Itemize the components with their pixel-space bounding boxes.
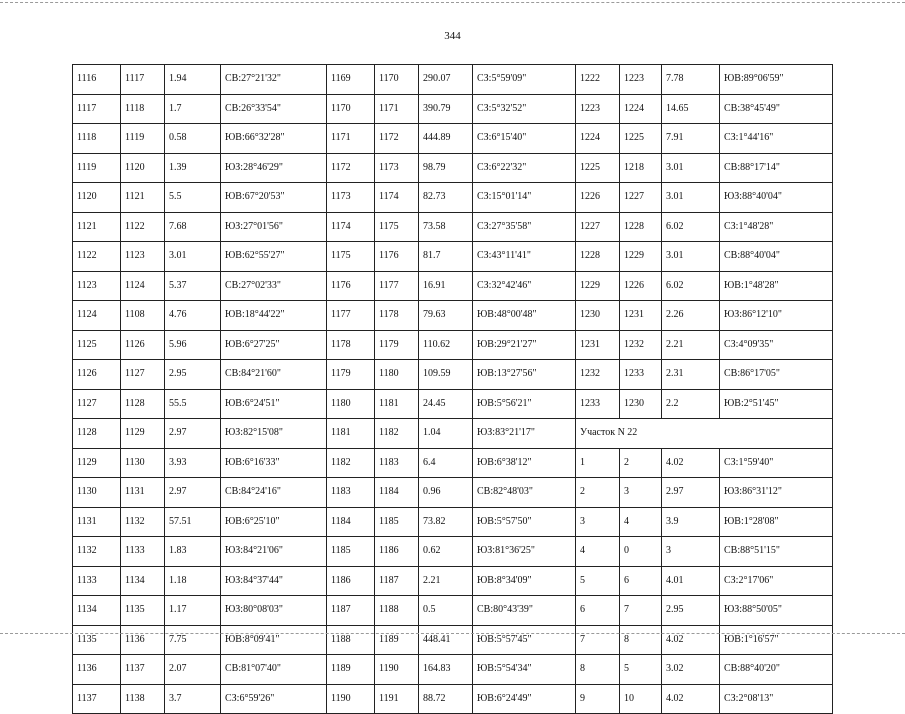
- table-cell: 8: [620, 625, 662, 655]
- table-cell: 1174: [327, 212, 375, 242]
- table-cell: 3.93: [165, 448, 221, 478]
- table-cell: 1189: [375, 625, 419, 655]
- table-cell: СЗ:5°59'09": [473, 65, 576, 95]
- table-cell: 5.37: [165, 271, 221, 301]
- table-row: [73, 65, 833, 95]
- table-cell: СВ:84°21'60": [221, 360, 327, 390]
- table-cell: 1186: [327, 566, 375, 596]
- table-cell: 3.01: [662, 242, 720, 272]
- table-cell: ЮЗ:86°31'12": [720, 478, 833, 508]
- table-cell: 1224: [576, 124, 620, 154]
- table-row: [73, 183, 833, 213]
- table-cell: ЮВ:6°38'12": [473, 448, 576, 478]
- table-cell: 1135: [73, 625, 121, 655]
- table-row: [73, 478, 833, 508]
- table-cell: 1177: [375, 271, 419, 301]
- table-cell: 4.76: [165, 301, 221, 331]
- table-row: [73, 389, 833, 419]
- table-cell: 1122: [121, 212, 165, 242]
- table-cell: ЮВ:6°25'10": [221, 507, 327, 537]
- table-cell: 1178: [327, 330, 375, 360]
- table-cell: ЮВ:1°28'08": [720, 507, 833, 537]
- table-cell: ЮВ:48°00'48": [473, 301, 576, 331]
- table-cell: 4: [576, 537, 620, 567]
- table-row: [73, 419, 833, 449]
- table-cell: 2.2: [662, 389, 720, 419]
- table-cell: 2.97: [165, 419, 221, 449]
- table-cell: СВ:82°48'03": [473, 478, 576, 508]
- table-row: [73, 153, 833, 183]
- table-cell: 1133: [73, 566, 121, 596]
- table-cell: ЮВ:5°57'45": [473, 625, 576, 655]
- table-cell: 1132: [73, 537, 121, 567]
- table-cell: 2.97: [662, 478, 720, 508]
- table-cell: 1137: [121, 655, 165, 685]
- table-cell: ЮВ:8°09'41": [221, 625, 327, 655]
- table-cell: 88.72: [419, 684, 473, 714]
- table-cell: 1179: [327, 360, 375, 390]
- page-number: 344: [444, 30, 461, 42]
- table-cell: 1127: [121, 360, 165, 390]
- table-cell: СЗ:6°22'32": [473, 153, 576, 183]
- table-cell: 1132: [121, 507, 165, 537]
- table-cell: 1189: [327, 655, 375, 685]
- top-scan-rule: [0, 2, 905, 3]
- table-cell: 1226: [576, 183, 620, 213]
- table-cell: 5: [620, 655, 662, 685]
- table-row: [73, 360, 833, 390]
- table-cell: СВ:27°02'33": [221, 271, 327, 301]
- table-row: [73, 596, 833, 626]
- table-row: [73, 242, 833, 272]
- table-cell: 4.02: [662, 625, 720, 655]
- table-cell: 1127: [73, 389, 121, 419]
- table-cell: ЮЗ:84°37'44": [221, 566, 327, 596]
- table-cell: 1121: [73, 212, 121, 242]
- table-cell: 1190: [375, 655, 419, 685]
- table-cell: 1133: [121, 537, 165, 567]
- table-cell: 2.31: [662, 360, 720, 390]
- table-cell: ЮВ:89°06'59": [720, 65, 833, 95]
- bottom-scan-rule: [0, 633, 905, 634]
- table-row: [73, 124, 833, 154]
- table-cell: 2: [620, 448, 662, 478]
- table-cell: 1: [576, 448, 620, 478]
- table-cell: 1225: [620, 124, 662, 154]
- table-cell: СЗ:4°09'35": [720, 330, 833, 360]
- table-cell: 1118: [73, 124, 121, 154]
- table-cell: 1130: [121, 448, 165, 478]
- table-cell: 7: [576, 625, 620, 655]
- table-cell: 1228: [620, 212, 662, 242]
- table-cell: 1230: [620, 389, 662, 419]
- table-cell: 24.45: [419, 389, 473, 419]
- table-cell: 1175: [375, 212, 419, 242]
- table-cell: 98.79: [419, 153, 473, 183]
- table-cell: 2: [576, 478, 620, 508]
- table-cell: 1136: [73, 655, 121, 685]
- table-cell: 1232: [620, 330, 662, 360]
- table-cell: 7.68: [165, 212, 221, 242]
- table-cell: 1.39: [165, 153, 221, 183]
- table-cell: ЮЗ:83°21'17": [473, 419, 576, 449]
- table-cell: 1130: [73, 478, 121, 508]
- table-cell: 2.21: [419, 566, 473, 596]
- table-cell: 1116: [73, 65, 121, 95]
- table-cell: 1230: [576, 301, 620, 331]
- table-cell: 1229: [576, 271, 620, 301]
- table-cell: 1124: [121, 271, 165, 301]
- table-cell: 1120: [121, 153, 165, 183]
- table-cell: ЮВ:29°21'27": [473, 330, 576, 360]
- table-cell: ЮВ:6°24'49": [473, 684, 576, 714]
- table-cell: 1182: [375, 419, 419, 449]
- table-cell: 1172: [375, 124, 419, 154]
- table-cell: 290.07: [419, 65, 473, 95]
- table-cell: 1218: [620, 153, 662, 183]
- table-cell: 82.73: [419, 183, 473, 213]
- table-cell: СЗ:32°42'46": [473, 271, 576, 301]
- table-cell: 1181: [375, 389, 419, 419]
- table-cell: 10: [620, 684, 662, 714]
- table-row: [73, 212, 833, 242]
- table-cell: 1223: [620, 65, 662, 95]
- table-cell: 1188: [327, 625, 375, 655]
- table-cell: 1117: [121, 65, 165, 95]
- table-cell: 1.18: [165, 566, 221, 596]
- table-cell: 1119: [73, 153, 121, 183]
- table-cell: 1222: [576, 65, 620, 95]
- table-cell: 16.91: [419, 271, 473, 301]
- table-cell: 1169: [327, 65, 375, 95]
- table-cell: 1186: [375, 537, 419, 567]
- table-cell: 1188: [375, 596, 419, 626]
- table-cell: 0.5: [419, 596, 473, 626]
- table-cell: 1134: [73, 596, 121, 626]
- table-cell: 4.02: [662, 448, 720, 478]
- table-cell: СЗ:27°35'58": [473, 212, 576, 242]
- table-cell: 1.04: [419, 419, 473, 449]
- table-cell: СЗ:1°44'16": [720, 124, 833, 154]
- table-cell: 1119: [121, 124, 165, 154]
- table-cell: ЮВ:2°51'45": [720, 389, 833, 419]
- table-cell: 1121: [121, 183, 165, 213]
- table-cell: СЗ:15°01'14": [473, 183, 576, 213]
- table-cell: 1170: [327, 94, 375, 124]
- table-cell: ЮЗ:80°08'03": [221, 596, 327, 626]
- table-cell: 1175: [327, 242, 375, 272]
- table-cell: 3.02: [662, 655, 720, 685]
- table-cell: ЮЗ:88°40'04": [720, 183, 833, 213]
- table-cell: 164.83: [419, 655, 473, 685]
- table-cell: 1190: [327, 684, 375, 714]
- table-cell: 57.51: [165, 507, 221, 537]
- table-cell: ЮВ:13°27'56": [473, 360, 576, 390]
- table-row: [73, 684, 833, 714]
- table-cell: 1.83: [165, 537, 221, 567]
- table-cell: 7.91: [662, 124, 720, 154]
- table-cell: ЮЗ:86°12'10": [720, 301, 833, 331]
- table-cell: 1231: [576, 330, 620, 360]
- table-cell: 3.9: [662, 507, 720, 537]
- table-cell: 2.95: [165, 360, 221, 390]
- table-cell: 3: [576, 507, 620, 537]
- table-cell: СВ:88°17'14": [720, 153, 833, 183]
- table-cell: 5: [576, 566, 620, 596]
- table-cell: 1233: [620, 360, 662, 390]
- table-cell: 79.63: [419, 301, 473, 331]
- table-cell: 4.01: [662, 566, 720, 596]
- table-cell: 1126: [73, 360, 121, 390]
- table-cell: 1126: [121, 330, 165, 360]
- table-cell: 6: [576, 596, 620, 626]
- table-cell: 1120: [73, 183, 121, 213]
- table-cell: 73.58: [419, 212, 473, 242]
- table-cell: 1118: [121, 94, 165, 124]
- table-cell: 1.94: [165, 65, 221, 95]
- table-cell: 109.59: [419, 360, 473, 390]
- table-row: [73, 94, 833, 124]
- table-cell: ЮЗ:88°50'05": [720, 596, 833, 626]
- table-cell: 1173: [327, 183, 375, 213]
- table-cell: СВ:86°17'05": [720, 360, 833, 390]
- table-cell: 1117: [73, 94, 121, 124]
- table-cell: ЮВ:62°55'27": [221, 242, 327, 272]
- table-cell: 1128: [121, 389, 165, 419]
- table-cell: 1170: [375, 65, 419, 95]
- table-cell: 1128: [73, 419, 121, 449]
- table-cell: СЗ:6°15'40": [473, 124, 576, 154]
- table-cell: 1226: [620, 271, 662, 301]
- table-cell: СЗ:2°17'06": [720, 566, 833, 596]
- table-cell: 1182: [327, 448, 375, 478]
- table-cell: 1187: [375, 566, 419, 596]
- table-cell: ЮВ:1°48'28": [720, 271, 833, 301]
- table-cell: 3: [662, 537, 720, 567]
- table-cell: 1171: [327, 124, 375, 154]
- table-cell: 5.5: [165, 183, 221, 213]
- table-cell: 1229: [620, 242, 662, 272]
- table-cell: ЮВ:8°34'09": [473, 566, 576, 596]
- table-cell: 81.7: [419, 242, 473, 272]
- table-row: [73, 537, 833, 567]
- table-row: [73, 655, 833, 685]
- survey-table: [72, 64, 833, 714]
- table-cell: 1225: [576, 153, 620, 183]
- table-cell: 1131: [121, 478, 165, 508]
- table-cell: 1233: [576, 389, 620, 419]
- table-cell: 3.01: [662, 183, 720, 213]
- table-cell: 2.21: [662, 330, 720, 360]
- table-cell: 2.97: [165, 478, 221, 508]
- table-cell: 1224: [620, 94, 662, 124]
- table-cell: 2.26: [662, 301, 720, 331]
- table-cell: 3.01: [165, 242, 221, 272]
- table-cell: ЮВ:6°16'33": [221, 448, 327, 478]
- table-cell: 1184: [327, 507, 375, 537]
- table-cell: 1181: [327, 419, 375, 449]
- table-cell: 14.65: [662, 94, 720, 124]
- table-cell: 1185: [375, 507, 419, 537]
- table-cell: ЮВ:67°20'53": [221, 183, 327, 213]
- table-cell: СВ:38°45'49": [720, 94, 833, 124]
- survey-table-body: [73, 65, 833, 714]
- table-cell: 1176: [375, 242, 419, 272]
- table-row: [73, 507, 833, 537]
- table-cell: 1123: [73, 271, 121, 301]
- table-row: [73, 566, 833, 596]
- table-cell: 1223: [576, 94, 620, 124]
- table-cell: 9: [576, 684, 620, 714]
- table-cell: 6.4: [419, 448, 473, 478]
- table-cell: 8: [576, 655, 620, 685]
- table-cell: 4: [620, 507, 662, 537]
- table-cell: ЮВ:6°27'25": [221, 330, 327, 360]
- table-cell: 1173: [375, 153, 419, 183]
- table-cell: 1180: [327, 389, 375, 419]
- table-cell: 6.02: [662, 271, 720, 301]
- table-cell: 1.7: [165, 94, 221, 124]
- table-cell: ЮВ:6°24'51": [221, 389, 327, 419]
- table-cell: ЮВ:5°57'50": [473, 507, 576, 537]
- table-cell: 1231: [620, 301, 662, 331]
- table-cell: ЮЗ:27°01'56": [221, 212, 327, 242]
- table-cell: 1137: [73, 684, 121, 714]
- table-cell: 1138: [121, 684, 165, 714]
- table-cell: СВ:84°24'16": [221, 478, 327, 508]
- table-cell: 0.58: [165, 124, 221, 154]
- table-cell: ЮЗ:28°46'29": [221, 153, 327, 183]
- table-cell: 1.17: [165, 596, 221, 626]
- table-cell: 3.01: [662, 153, 720, 183]
- table-cell: СЗ:5°32'52": [473, 94, 576, 124]
- table-cell: СЗ:1°59'40": [720, 448, 833, 478]
- table-cell: 0: [620, 537, 662, 567]
- table-cell: ЮВ:1°16'57": [720, 625, 833, 655]
- table-cell: 1183: [375, 448, 419, 478]
- table-cell: 1179: [375, 330, 419, 360]
- section-heading-cell: Участок N 22: [576, 419, 833, 449]
- table-cell: 1183: [327, 478, 375, 508]
- table-cell: 1125: [73, 330, 121, 360]
- table-cell: ЮЗ:81°36'25": [473, 537, 576, 567]
- table-row: [73, 330, 833, 360]
- table-cell: 7.78: [662, 65, 720, 95]
- table-cell: СВ:26°33'54": [221, 94, 327, 124]
- table-cell: 1122: [73, 242, 121, 272]
- table-cell: СВ:88°40'04": [720, 242, 833, 272]
- table-cell: 6.02: [662, 212, 720, 242]
- table-cell: 1134: [121, 566, 165, 596]
- table-cell: 1171: [375, 94, 419, 124]
- table-cell: СВ:80°43'39": [473, 596, 576, 626]
- table-cell: 1187: [327, 596, 375, 626]
- table-row: [73, 301, 833, 331]
- table-cell: 1177: [327, 301, 375, 331]
- table-cell: 7: [620, 596, 662, 626]
- table-cell: 1124: [73, 301, 121, 331]
- table-cell: СЗ:2°08'13": [720, 684, 833, 714]
- table-cell: СВ:88°40'20": [720, 655, 833, 685]
- table-cell: ЮВ:5°54'34": [473, 655, 576, 685]
- table-cell: 1184: [375, 478, 419, 508]
- table-cell: 390.79: [419, 94, 473, 124]
- table-cell: 1135: [121, 596, 165, 626]
- table-cell: 1123: [121, 242, 165, 272]
- table-cell: 0.62: [419, 537, 473, 567]
- table-cell: СВ:81°07'40": [221, 655, 327, 685]
- table-cell: 1227: [620, 183, 662, 213]
- table-cell: 55.5: [165, 389, 221, 419]
- table-cell: 2.07: [165, 655, 221, 685]
- table-cell: 1178: [375, 301, 419, 331]
- table-cell: 1129: [121, 419, 165, 449]
- table-cell: ЮВ:66°32'28": [221, 124, 327, 154]
- table-cell: 1180: [375, 360, 419, 390]
- table-cell: 6: [620, 566, 662, 596]
- table-cell: 1185: [327, 537, 375, 567]
- table-row: [73, 271, 833, 301]
- table-cell: ЮЗ:82°15'08": [221, 419, 327, 449]
- table-cell: 110.62: [419, 330, 473, 360]
- table-cell: 1131: [73, 507, 121, 537]
- table-cell: ЮВ:5°56'21": [473, 389, 576, 419]
- table-cell: 1227: [576, 212, 620, 242]
- table-cell: 1191: [375, 684, 419, 714]
- table-cell: 2.95: [662, 596, 720, 626]
- table-cell: 4.02: [662, 684, 720, 714]
- table-cell: 73.82: [419, 507, 473, 537]
- table-cell: 5.96: [165, 330, 221, 360]
- table-cell: СЗ:1°48'28": [720, 212, 833, 242]
- table-row: [73, 448, 833, 478]
- table-cell: СВ:27°21'32": [221, 65, 327, 95]
- table-cell: 1136: [121, 625, 165, 655]
- table-cell: 1108: [121, 301, 165, 331]
- table-cell: 1176: [327, 271, 375, 301]
- table-cell: 3.7: [165, 684, 221, 714]
- table-cell: 448.41: [419, 625, 473, 655]
- table-cell: 1174: [375, 183, 419, 213]
- table-cell: 1228: [576, 242, 620, 272]
- table-cell: 0.96: [419, 478, 473, 508]
- table-cell: 1232: [576, 360, 620, 390]
- table-cell: 444.89: [419, 124, 473, 154]
- table-cell: СЗ:43°11'41": [473, 242, 576, 272]
- table-cell: 7.75: [165, 625, 221, 655]
- table-cell: ЮВ:18°44'22": [221, 301, 327, 331]
- table-cell: 1172: [327, 153, 375, 183]
- table-cell: СЗ:6°59'26": [221, 684, 327, 714]
- table-cell: 3: [620, 478, 662, 508]
- table-cell: ЮЗ:84°21'06": [221, 537, 327, 567]
- table-cell: 1129: [73, 448, 121, 478]
- table-cell: СВ:88°51'15": [720, 537, 833, 567]
